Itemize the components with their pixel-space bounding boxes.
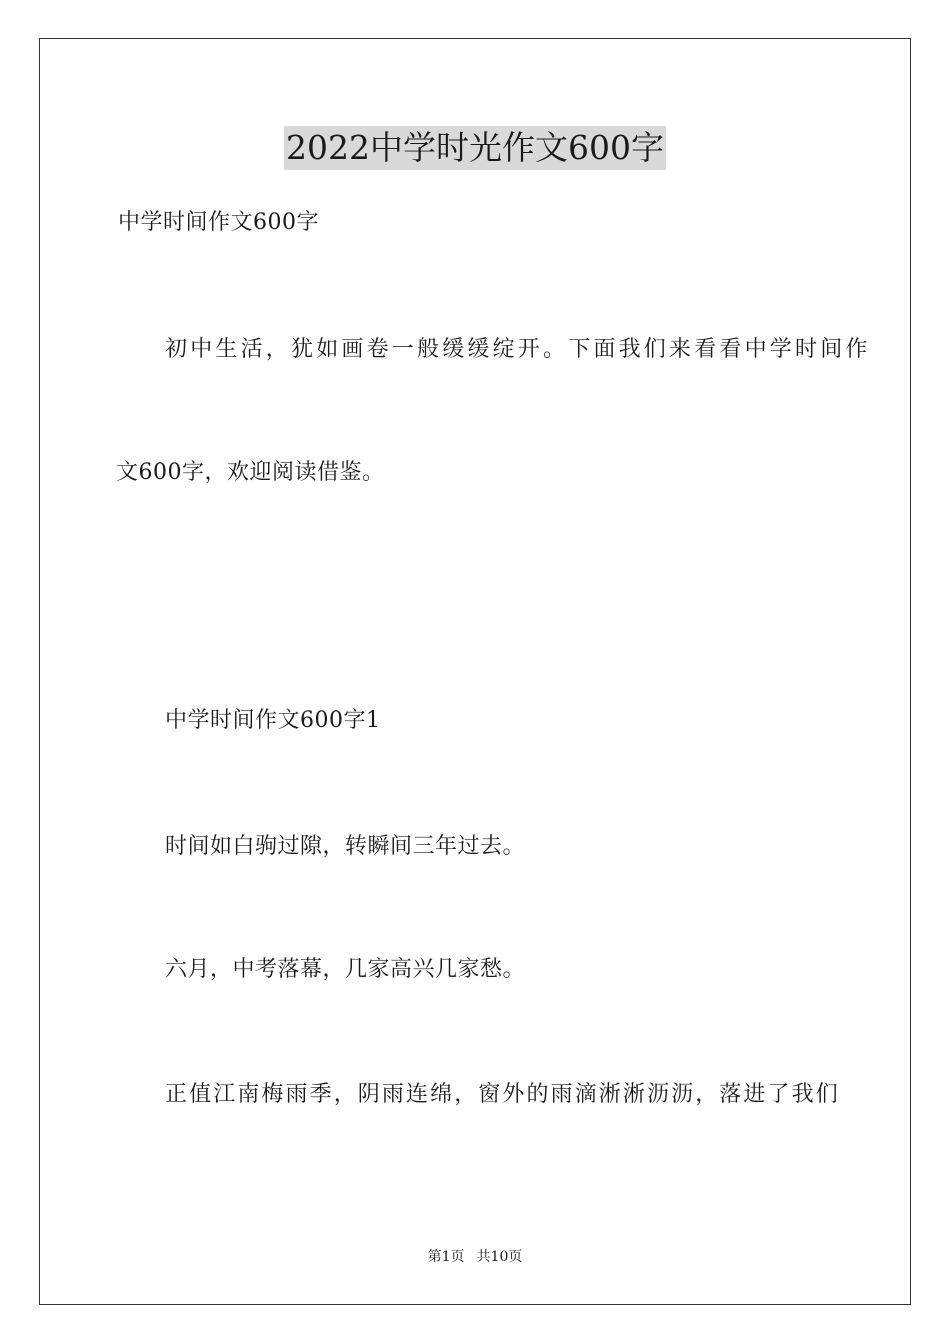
page-number-total: 共10页 bbox=[476, 1249, 523, 1265]
body-paragraph-1: 时间如白驹过隙，转瞬间三年过去。 bbox=[165, 834, 526, 859]
page-number-current: 第1页 bbox=[427, 1249, 465, 1265]
section-heading: 中学时间作文600字1 bbox=[165, 708, 381, 733]
intro-paragraph-line-2: 文600字，欢迎阅读借鉴。 bbox=[116, 460, 385, 485]
document-subtitle: 中学时间作文600字 bbox=[118, 210, 319, 235]
page-footer bbox=[0, 1247, 950, 1267]
document-title: 2022中学时光作文600字 bbox=[284, 126, 666, 170]
intro-paragraph-line-1: 初中生活，犹如画卷一般缓缓绽开。下面我们来看看中学时间作 bbox=[165, 337, 871, 362]
body-paragraph-2: 六月，中考落幕，几家高兴几家愁。 bbox=[165, 957, 526, 982]
body-paragraph-3: 正值江南梅雨季，阴雨连绵，窗外的雨滴淅淅沥沥，落进了我们 bbox=[165, 1082, 840, 1107]
title-container bbox=[0, 126, 950, 170]
